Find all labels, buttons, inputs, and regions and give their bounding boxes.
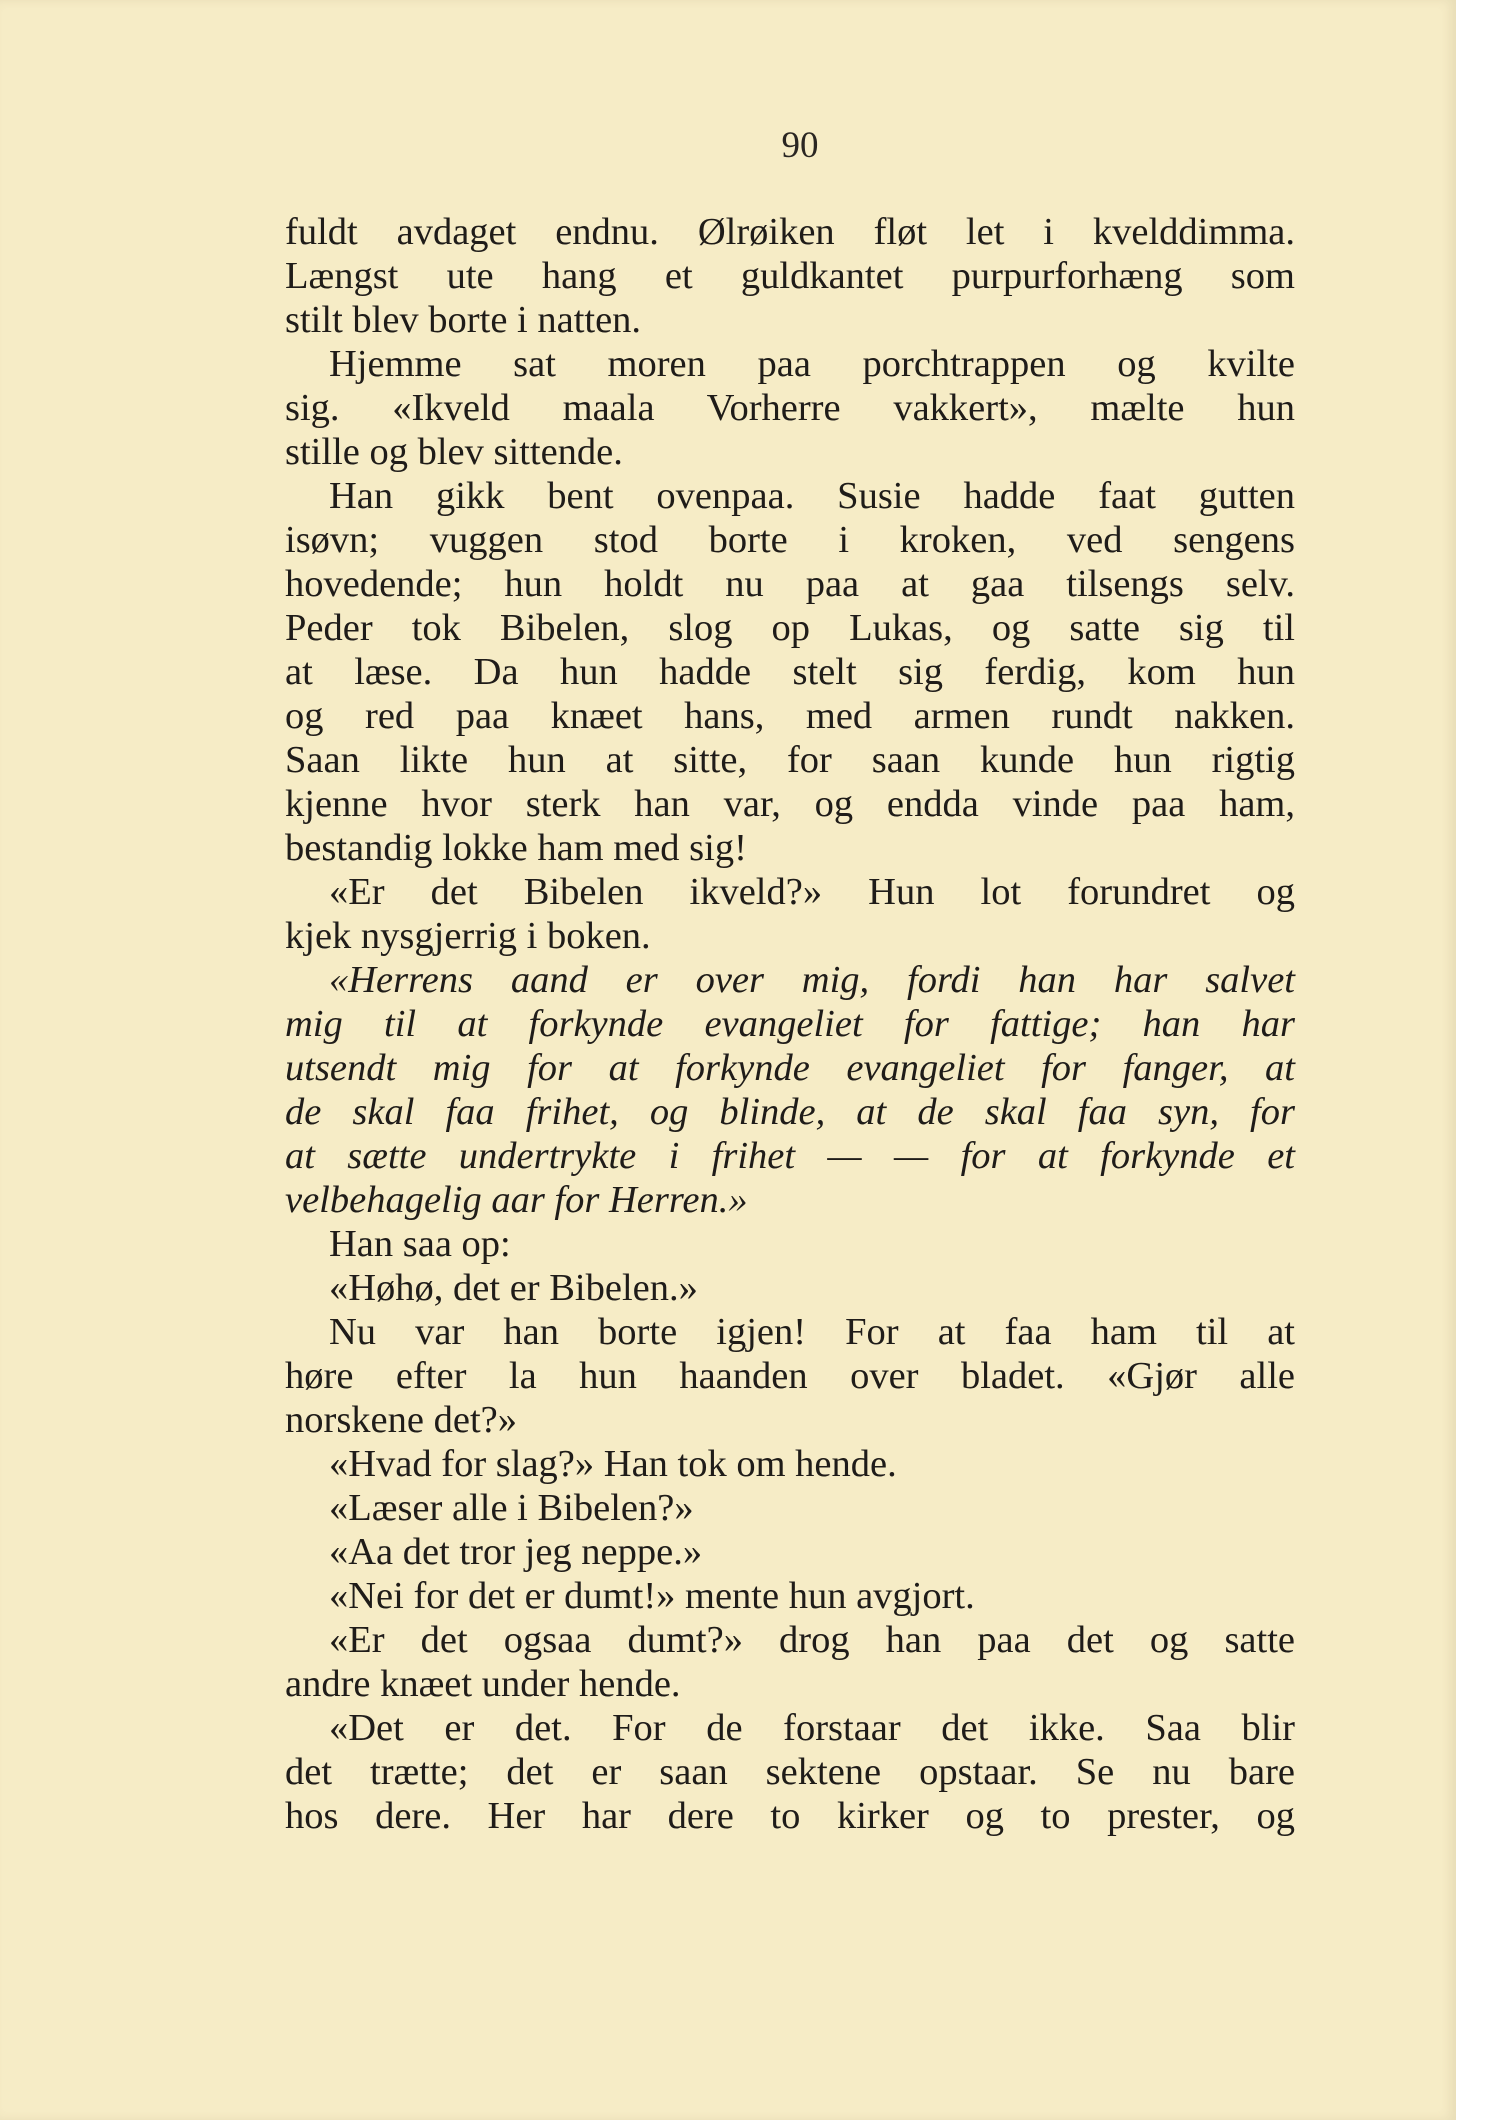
text-line: Han gikk bent ovenpaa. Susie hadde faat gutten	[329, 475, 1295, 517]
text-line: Saan likte hun at sitte, for saan kunde hun rigtig	[285, 739, 1295, 781]
text-line: «Er det Bibelen ikveld?» Hun lot forundret og	[329, 871, 1295, 913]
text-line: «Aa det tror jeg neppe.»	[329, 1531, 703, 1573]
text-line: Peder tok Bibelen, slog op Lukas, og satte sig til	[285, 607, 1295, 649]
text-line: velbehagelig aar for Herren.»	[285, 1179, 748, 1221]
text-line: Hjemme sat moren paa porchtrappen og kvilte	[329, 343, 1295, 385]
text-line: og red paa knæet hans, med armen rundt nakken.	[285, 695, 1295, 737]
text-line: «Nei for det er dumt!» mente hun avgjort.	[329, 1575, 975, 1617]
text-line: Han saa op:	[329, 1223, 511, 1265]
text-line: de skal faa frihet, og blinde, at de skal faa syn, for	[285, 1091, 1295, 1133]
text-line: høre efter la hun haanden over bladet. «Gjør alle	[285, 1355, 1295, 1397]
text-line: «Læser alle i Bibelen?»	[329, 1487, 694, 1529]
text-line: Længst ute hang et guldkantet purpurforhæng som	[285, 255, 1295, 297]
text-line: isøvn; vuggen stod borte i kroken, ved sengens	[285, 519, 1295, 561]
text-line: «Er det ogsaa dumt?» drog han paa det og satte	[329, 1619, 1295, 1661]
text-line: stilt blev borte i natten.	[285, 299, 642, 341]
text-line: andre knæet under hende.	[285, 1663, 681, 1705]
text-line: at læse. Da hun hadde stelt sig ferdig, kom hun	[285, 651, 1295, 693]
text-line: norskene det?»	[285, 1399, 517, 1441]
text-line: mig til at forkynde evangeliet for fattige; han har	[285, 1003, 1295, 1045]
text-line: det trætte; det er saan sektene opstaar. Se nu bare	[285, 1751, 1295, 1793]
text-line: hovedende; hun holdt nu paa at gaa tilsengs selv.	[285, 563, 1295, 605]
text-line: at sætte undertrykte i frihet — — for at forkynde et	[285, 1135, 1295, 1177]
text-line: hos dere. Her har dere to kirker og to prester, og	[285, 1795, 1295, 1837]
text-line: kjenne hvor sterk han var, og endda vinde paa ham,	[285, 783, 1295, 825]
text-line: kjek nysgjerrig i boken.	[285, 915, 651, 957]
body-text	[285, 210, 1295, 1838]
text-line: sig. «Ikveld maala Vorherre vakkert», mælte hun	[285, 387, 1295, 429]
text-line: «Det er det. For de forstaar det ikke. Saa blir	[329, 1707, 1295, 1749]
text-line: utsendt mig for at forkynde evangeliet for fanger, at	[285, 1047, 1295, 1089]
text-line: Nu var han borte igjen! For at faa ham til at	[329, 1311, 1295, 1353]
text-line: stille og blev sittende.	[285, 431, 623, 473]
text-line: «Høhø, det er Bibelen.»	[329, 1267, 698, 1309]
text-line: fuldt avdaget endnu. Ølrøiken fløt let i kvelddimma.	[285, 211, 1295, 253]
text-line: bestandig lokke ham med sig!	[285, 827, 747, 869]
text-line: «Hvad for slag?» Han tok om hende.	[329, 1443, 897, 1485]
page-number: 90	[781, 125, 819, 166]
text-line: «Herrens aand er over mig, fordi han har salvet	[329, 959, 1295, 1001]
